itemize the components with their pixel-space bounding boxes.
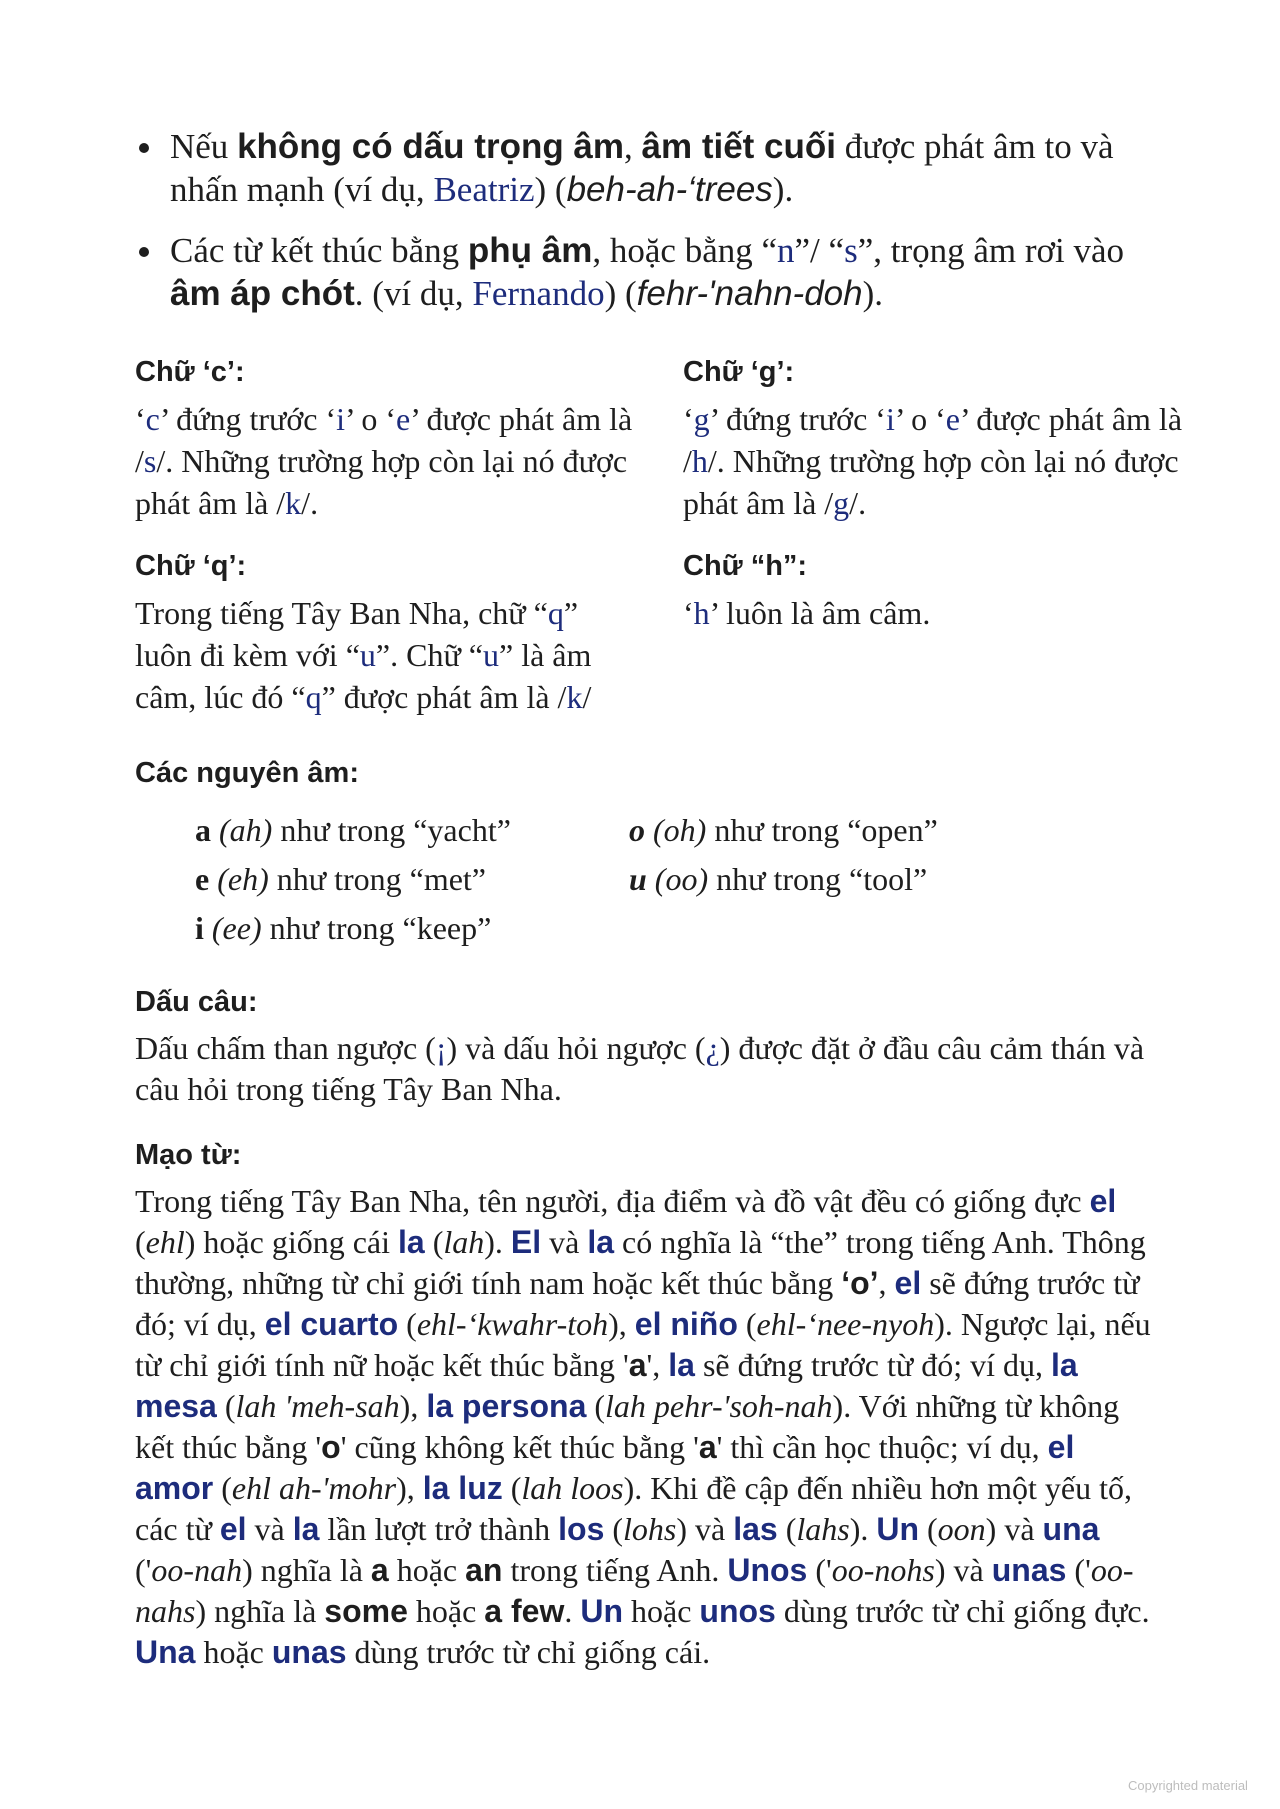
pronunciation: ehl ah-'mohr — [231, 1470, 397, 1506]
pronunciation: oo-nohs — [831, 1552, 935, 1588]
spanish-term: la mesa — [135, 1347, 1078, 1424]
spanish-term: unos — [699, 1593, 776, 1629]
vowels-heading: Các nguyên âm: — [135, 757, 359, 789]
pronunciation: lah loos — [521, 1470, 624, 1506]
letter-q-body: Trong tiếng Tây Ban Nha, chữ “q” luôn đi kèm với “u”. Chữ “u” là âm câm, lúc đó “q” được phát âm là /k/ — [135, 595, 592, 715]
spanish-term: Una — [135, 1634, 196, 1670]
vowel-u: u (oo) như trong “tool” — [629, 861, 928, 897]
spanish-term: la — [292, 1511, 320, 1547]
letter-c-body: ‘c’ đứng trước ‘i’ o ‘e’ được phát âm là /s/. Những trường hợp còn lại nó được phát âm là /k/. — [135, 401, 633, 521]
article-text: ). — [484, 1224, 511, 1260]
article-text: sẽ đứng trước từ đó; ví dụ, — [694, 1347, 1051, 1383]
article-text: hoặc — [407, 1593, 485, 1629]
pronunciation: lah pehr-'soh-nah — [605, 1388, 833, 1424]
article-text: ) và — [676, 1511, 734, 1547]
vowel-o: o (oh) như trong “open” — [629, 812, 938, 848]
letter-c-section — [135, 352, 635, 524]
stress-rules-list — [135, 125, 1155, 333]
article-text: ) hoặc giống cái — [184, 1224, 398, 1260]
article-text: dùng trước từ chỉ giống cái. — [346, 1634, 711, 1670]
article-text: o — [321, 1429, 341, 1465]
letter-g-heading: Chữ ‘g’: — [683, 356, 795, 388]
spanish-term: el cuarto — [264, 1306, 399, 1342]
spanish-term: la — [398, 1224, 425, 1260]
vowel-e: e (eh) như trong “met” — [195, 861, 486, 897]
article-text: ( — [135, 1224, 146, 1260]
article-text: ), — [396, 1470, 423, 1506]
article-text: ) và — [934, 1552, 992, 1588]
example-word: Beatriz — [433, 170, 535, 209]
article-text: có nghĩa là “the” trong tiếng Anh. Thông thường, những từ chỉ giới tính nam hoặc kết thúc bằng — [135, 1224, 1146, 1301]
letter-h-heading: Chữ “h”: — [683, 550, 808, 582]
stress-rule-1: Nếu không có dấu trọng âm, âm tiết cuối được phát âm to và nhấn mạnh (ví dụ, Beatriz) (beh-ah-‘trees). — [135, 125, 1155, 211]
vowel-a: a (ah) như trong “yacht” — [195, 812, 511, 848]
pronunciation: lahs — [796, 1511, 850, 1547]
punctuation-body: Dấu chấm than ngược (¡) và dấu hỏi ngược (¿) được đặt ở đầu câu cảm thán và câu hỏi trong tiếng Tây Ban Nha. — [135, 1030, 1145, 1107]
spanish-term: el amor — [135, 1429, 1075, 1506]
letter-g-body: ‘g’ đứng trước ‘i’ o ‘e’ được phát âm là /h/. Những trường hợp còn lại nó được phát âm là /g/. — [683, 401, 1183, 521]
article-text: trong tiếng Anh. — [502, 1552, 728, 1588]
spanish-term: las — [733, 1511, 778, 1547]
letter-h-body: ‘h’ luôn là âm câm. — [683, 595, 931, 631]
spanish-term: el — [1089, 1183, 1117, 1219]
article-text: a — [698, 1429, 717, 1465]
article-text: ( — [502, 1470, 522, 1506]
article-text: Trong tiếng Tây Ban Nha, tên người, địa điểm và đồ vật đều có giống đực — [135, 1183, 1090, 1219]
spanish-term: Un — [876, 1511, 920, 1547]
article-text: ( — [737, 1306, 757, 1342]
example-word: Fernando — [472, 274, 605, 313]
pronunciation: ehl-‘kwahr-toh — [416, 1306, 609, 1342]
article-text: ), — [399, 1388, 427, 1424]
spanish-term: los — [558, 1511, 605, 1547]
article-text: ) và — [985, 1511, 1043, 1547]
article-text: (' — [1066, 1552, 1091, 1588]
spanish-term: la — [587, 1224, 615, 1260]
articles-body — [135, 1181, 1155, 1673]
article-text: ‘o’ — [841, 1265, 879, 1301]
article-text: dùng trước từ chỉ giống đực. — [775, 1593, 1150, 1629]
spanish-term: el — [219, 1511, 247, 1547]
article-text: ( — [777, 1511, 797, 1547]
spanish-term: el — [894, 1265, 922, 1301]
spanish-term: Unos — [727, 1552, 808, 1588]
article-text: ). Với những từ không kết thúc bằng ' — [135, 1388, 1120, 1465]
article-text: a few — [484, 1593, 565, 1629]
pronunciation: beh-ah-‘trees — [566, 170, 773, 209]
article-text: , — [878, 1265, 895, 1301]
article-text: some — [324, 1593, 408, 1629]
spanish-term: unas — [991, 1552, 1067, 1588]
article-text: a — [628, 1347, 647, 1383]
article-text: sẽ đứng trước từ đó; ví dụ, — [135, 1265, 1140, 1342]
spanish-term: la luz — [422, 1470, 503, 1506]
pronunciation: oo-nahs — [135, 1552, 1134, 1629]
articles-heading: Mạo từ: — [135, 1139, 242, 1171]
article-text: an — [465, 1552, 503, 1588]
article-text: ). Ngược lại, nếu từ chỉ giới tính nữ hoặc kết thúc bằng ' — [135, 1306, 1151, 1383]
letter-g-section — [683, 352, 1183, 524]
bullet-dot — [139, 247, 149, 257]
article-text: ', — [646, 1347, 669, 1383]
spanish-term: la — [668, 1347, 695, 1383]
pronunciation: ehl — [145, 1224, 185, 1260]
article-text: a — [370, 1552, 389, 1588]
articles-section — [135, 1135, 1155, 1673]
letter-h-section — [683, 546, 1183, 634]
article-text: ( — [919, 1511, 938, 1547]
spanish-term: Un — [580, 1593, 623, 1629]
article-text: ' cũng không kết thúc bằng ' — [340, 1429, 699, 1465]
punctuation-heading: Dấu câu: — [135, 986, 258, 1018]
article-text: . — [564, 1593, 581, 1629]
copyright-footer: Copyrighted material — [1128, 1778, 1248, 1793]
article-text: ( — [213, 1470, 232, 1506]
article-text: ) nghĩa là — [242, 1552, 371, 1588]
spanish-term: unas — [271, 1634, 347, 1670]
pronunciation: oo-nah — [151, 1552, 243, 1588]
article-text: và — [246, 1511, 293, 1547]
article-text: ) nghĩa là — [195, 1593, 325, 1629]
stress-rule-2: Các từ kết thúc bằng phụ âm, hoặc bằng “n”/ “s”, trọng âm rơi vào âm áp chót. (ví dụ, Fernando) (fehr-'nahn-doh). — [135, 229, 1155, 315]
pronunciation: ehl-‘nee-nyoh — [756, 1306, 935, 1342]
vowel-i: i (ee) như trong “keep” — [195, 910, 492, 946]
article-text: lần lượt trở thành — [319, 1511, 559, 1547]
article-text: ( — [216, 1388, 236, 1424]
bullet-dot — [139, 143, 149, 153]
article-text: ( — [604, 1511, 624, 1547]
article-text: ( — [398, 1306, 417, 1342]
article-text: hoặc — [622, 1593, 700, 1629]
spanish-term: la persona — [426, 1388, 587, 1424]
pronunciation: lah — [443, 1224, 485, 1260]
spanish-term: El — [510, 1224, 542, 1260]
spanish-term: una — [1042, 1511, 1100, 1547]
article-text: ). — [849, 1511, 877, 1547]
article-text: ), — [608, 1306, 635, 1342]
spanish-term: el niño — [634, 1306, 738, 1342]
article-text: và — [541, 1224, 588, 1260]
letter-q-section — [135, 546, 625, 718]
article-text: (' — [807, 1552, 832, 1588]
article-text: ' thì cần học thuộc; ví dụ, — [716, 1429, 1048, 1465]
article-text: hoặc — [195, 1634, 272, 1670]
pronunciation: oon — [937, 1511, 986, 1547]
letter-c-heading: Chữ ‘c’: — [135, 356, 245, 388]
pronunciation: lohs — [623, 1511, 677, 1547]
pronunciation: fehr-'nahn-doh — [636, 274, 863, 313]
letter-q-heading: Chữ ‘q’: — [135, 550, 247, 582]
pronunciation: lah 'meh-sah — [235, 1388, 400, 1424]
article-text: ). Khi đề cập đến nhiều hơn một yếu tố, các từ — [135, 1470, 1132, 1547]
punctuation-section — [135, 982, 1155, 1110]
article-text: ( — [586, 1388, 606, 1424]
article-text: hoặc — [388, 1552, 466, 1588]
article-text: (' — [135, 1552, 152, 1588]
article-text: ( — [424, 1224, 444, 1260]
